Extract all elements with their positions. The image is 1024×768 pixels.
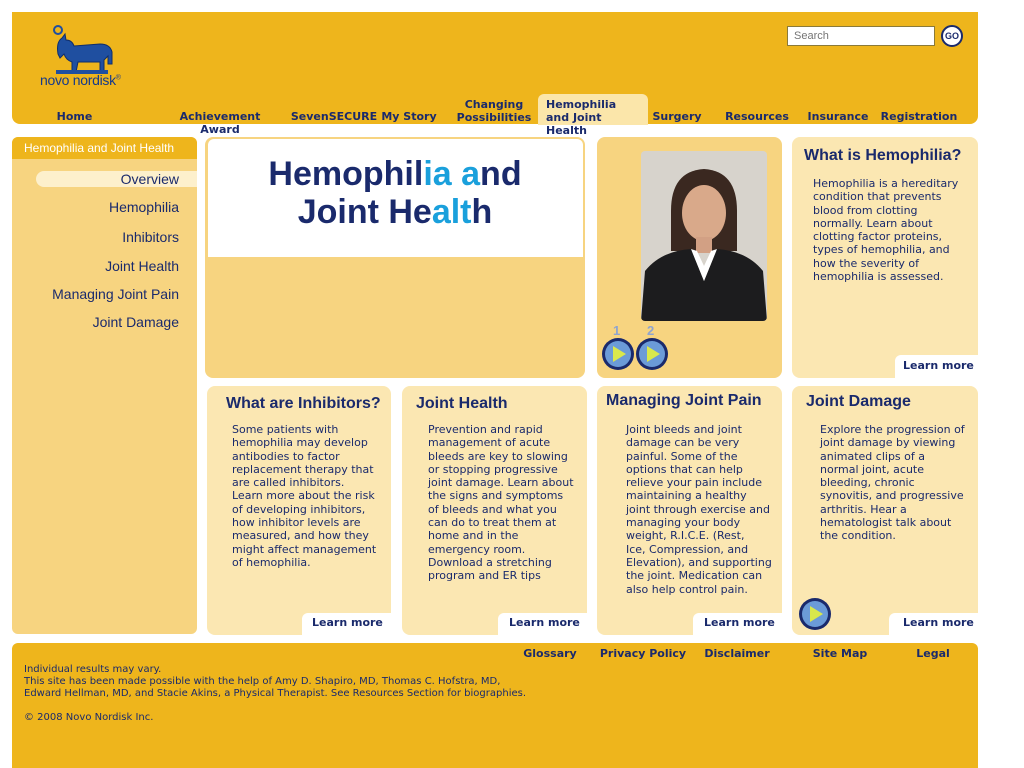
nav-changing-possibilities[interactable]	[454, 98, 534, 124]
learn-more-joint-damage-link[interactable]: Learn more	[903, 616, 974, 629]
play-triangle	[810, 606, 823, 622]
footer-glossary-link[interactable]: Glossary	[523, 647, 577, 660]
brand-wordmark	[40, 72, 121, 88]
sidebar-item-overview[interactable]: Overview	[120, 171, 179, 187]
page-title: Hemophilia and Joint Health	[268, 155, 522, 231]
nav-my-story[interactable]: My Story	[381, 110, 437, 123]
card-joint-health-body: Prevention and rapid management of acute bleeds are key to slowing or stopping progressive joint damage. Learn about the signs and symptoms of bleeds and what you can do to treat them at home and in the emergency room. Download a stretching program and ER tips	[428, 423, 574, 583]
nav-registration[interactable]: Registration	[880, 110, 958, 123]
brand-registered-mark: ®	[115, 74, 121, 82]
sidebar-item-joint-health[interactable]: Joint Health	[105, 258, 179, 274]
card-joint-pain-title: Managing Joint Pain	[606, 392, 762, 409]
footer-sitemap-link[interactable]: Site Map	[812, 647, 868, 660]
card-inhibitors-body: Some patients with hemophilia may develop antibodies to factor replacement therapy that are called inhibitors. Learn more about the risk of developing inhibitors, how inhibitor levels are measured, and how they might affect management of hemophilia.	[232, 423, 377, 569]
presenter-photo[interactable]	[641, 151, 767, 321]
footer-legal-link[interactable]: Legal	[916, 647, 950, 660]
nav-hemo-line2: and Joint Health	[546, 111, 602, 137]
footer-credits: Individual results may vary. This site has been made possible with the help of Amy D. Shapiro, MD, Thomas C. Hofstra, MD, Edward Hellman, MD, and Stacie Akins, a Physical Therapist. See Resources Section for biographies.	[24, 664, 527, 699]
learn-more-inhibitors-link[interactable]: Learn more	[312, 616, 383, 629]
card-joint-damage-body: Explore the progression of joint damage by viewing animated clips of a normal joint, acute bleeding, chronic synovitis, and progressive arthritis. Hear a hematologist talk about the condition.	[820, 423, 965, 543]
footer-privacy-link[interactable]: Privacy Policy	[599, 647, 687, 660]
nav-changing-line2: Possibilities	[456, 111, 532, 124]
nav-home[interactable]: Home	[56, 110, 93, 123]
sidebar-item-hemophilia[interactable]: Hemophilia	[108, 199, 179, 215]
card-inhibitors-title: What are Inhibitors?	[226, 395, 381, 412]
nav-resources[interactable]: Resources	[725, 110, 789, 123]
nav-sevensecure[interactable]: SevenSECURE	[290, 110, 378, 123]
sidebar-item-managing-joint-pain[interactable]: Managing Joint Pain	[52, 286, 179, 302]
card-hemophilia-body: Hemophilia is a hereditary condition that prevents blood from clotting normally. Learn about clotting factor proteins, types of hemophilia, and how the severity of hemophilia is assessed.	[813, 177, 959, 284]
nav-achievement-award[interactable]: Achievement Award	[179, 110, 261, 136]
learn-more-hemophilia-link[interactable]: Learn more	[903, 359, 974, 372]
sidebar-item-joint-damage[interactable]: Joint Damage	[92, 314, 179, 330]
play-triangle	[647, 346, 660, 362]
sidebar-item-inhibitors[interactable]: Inhibitors	[122, 229, 179, 245]
go-button[interactable]: GO	[941, 25, 963, 47]
card-joint-health-title: Joint Health	[416, 395, 508, 412]
brand-name: novo nordisk	[40, 72, 116, 88]
nav-surgery[interactable]: Surgery	[652, 110, 702, 123]
learn-more-joint-pain-link[interactable]: Learn more	[704, 616, 775, 629]
footer-copyright: © 2008 Novo Nordisk Inc.	[24, 712, 154, 723]
footer-disclaimer-link[interactable]: Disclaimer	[704, 647, 770, 660]
play-video-1-button[interactable]	[602, 338, 634, 370]
nav-hemophilia-joint-health[interactable]	[546, 98, 642, 137]
card-hemophilia-title: What is Hemophilia?	[804, 147, 962, 164]
sidebar-title: Hemophilia and Joint Health	[12, 137, 197, 159]
nav-changing-line1: Changing	[464, 98, 524, 111]
learn-more-joint-health-link[interactable]: Learn more	[509, 616, 580, 629]
play-joint-damage-button[interactable]	[799, 598, 831, 630]
nav-hemo-line1: Hemophilia	[546, 98, 617, 111]
card-joint-damage-title: Joint Damage	[806, 393, 911, 410]
search-input[interactable]	[787, 26, 935, 46]
video-1-number: 1	[613, 323, 621, 338]
card-joint-pain-body: Joint bleeds and joint damage can be very painful. Some of the options that can help relieve your pain include maintaining a healthy joint through exercise and managing your body weight, R.I.C.E. (Rest, Ice, Compression, and Elevation), and supporting the joint. Medication can also help control pain.	[626, 423, 772, 596]
nav-insurance[interactable]: Insurance	[807, 110, 869, 123]
video-2-number: 2	[647, 323, 655, 338]
play-triangle	[613, 346, 626, 362]
play-video-2-button[interactable]	[636, 338, 668, 370]
footer	[12, 643, 978, 768]
